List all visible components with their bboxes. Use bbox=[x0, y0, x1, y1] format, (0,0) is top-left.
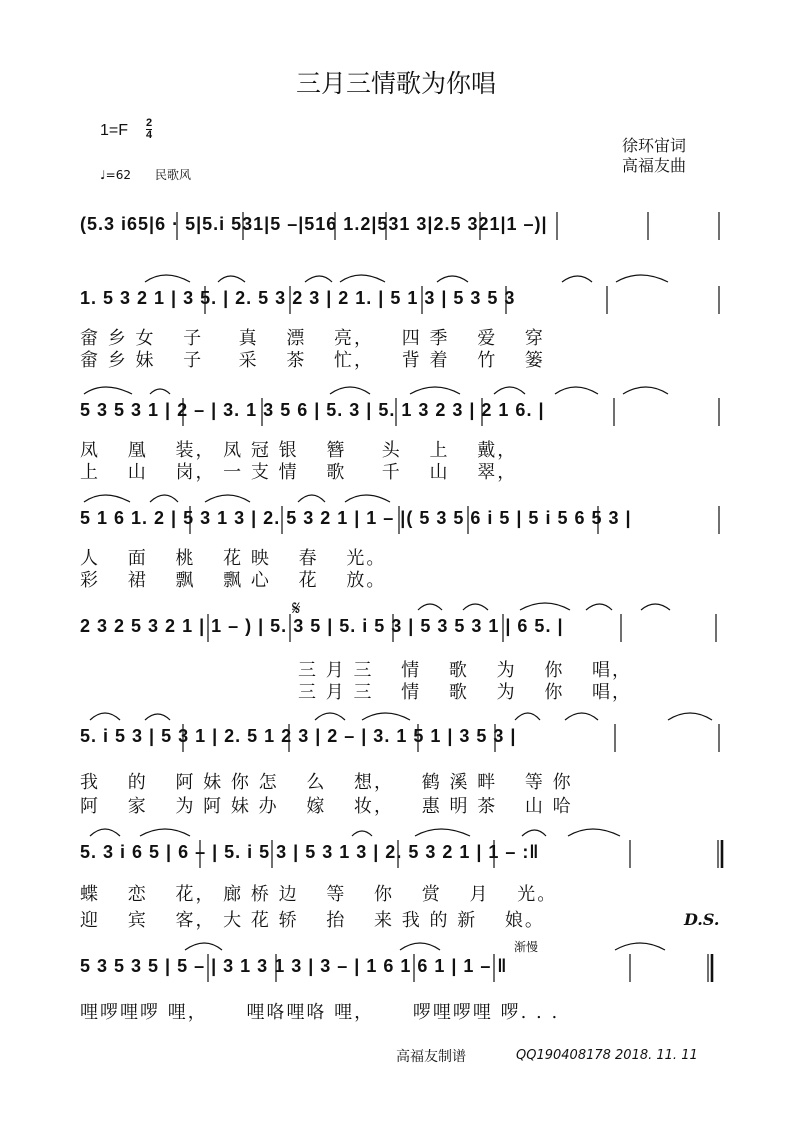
time-signature-bottom: 4 bbox=[146, 129, 153, 141]
composer-credit: 高福友曲 bbox=[622, 156, 687, 175]
lyric-line-verse-1: 凤 凰 装， 凤 冠 银 簪 头 上 戴， bbox=[80, 440, 518, 461]
time-signature-top: 2 bbox=[146, 117, 153, 129]
lyric-line-verse-1: 畲 乡 女 子 真 漂 亮， 四 季 爱 穿 bbox=[80, 328, 545, 349]
notation-line: 1. 5 3 2 1 | 3 5. | 2. 5 3 2 3 | 2 1. | 5 1 3 | 5 3 5 3 bbox=[80, 288, 516, 308]
ritardando-mark: 渐慢 bbox=[514, 940, 539, 954]
time-signature bbox=[146, 118, 152, 141]
tempo-style: ♩=62 民歌风 bbox=[100, 168, 191, 182]
credits bbox=[622, 136, 686, 176]
lyricist-credit: 徐环宙词 bbox=[622, 136, 687, 155]
lyric-line-verse-2: 阿 家 为 阿 妹 办 嫁 妆， 惠 明 茶 山 哈 bbox=[80, 796, 573, 817]
lyric-line-verse-2: 彩 裙 飘 飘 心 花 放。 bbox=[80, 570, 387, 591]
lyric-line-verse-2: 迎 宾 客， 大 花 轿 抬 来 我 的 新 娘。 bbox=[80, 910, 545, 931]
song-title: 三月三情歌为你唱 bbox=[295, 69, 496, 98]
dal-segno-mark: D.S. bbox=[684, 910, 720, 929]
contact-date: QQ190408178 2018. 11. 11 bbox=[516, 1048, 698, 1063]
notation-line: 5 3 5 3 1 | 2 – | 3. 1 3 5 6 | 5. 3 | 5. 1 3 2 3 | 2 1 6. | bbox=[80, 400, 545, 420]
lyric-line-verse-2: 畲 乡 妹 子 采 茶 忙， 背 着 竹 篓 bbox=[80, 350, 545, 371]
notation-line: 5 1 6 1. 2 | 5 3 1 3 | 2. 5 3 2 1 | 1 – |( 5 3 5 6 i 5 | 5 i 5 6 5 3 | bbox=[80, 508, 632, 528]
lyric-line-verse-1: 蝶 恋 花， 廊 桥 边 等 你 赏 月 光。 bbox=[80, 884, 558, 905]
key-signature: 1=F bbox=[100, 122, 129, 139]
lyric-line-verse-2: 三 月 三 情 歌 为 你 唱， bbox=[298, 682, 633, 703]
notation-line: 5. i 5 3 | 5 3 1 | 2. 5 1 2 3 | 2 – | 3. 1 5 1 | 3 5 3 | bbox=[80, 726, 517, 746]
notation-line: (5.3 i65|6 · 5|5.i 531|5 –|516 1.2|531 3|2.5 321|1 –)| bbox=[80, 214, 548, 234]
notation-line: 5 3 5 3 5 | 5 – | 3 1 3 1 3 | 3 – | 1 6 1 6 1 | 1 – ‖ bbox=[80, 956, 508, 976]
lyric-line-verse-1: 我 的 阿 妹 你 怎 么 想， 鹤 溪 畔 等 你 bbox=[80, 772, 573, 793]
lyric-line-verse-1: 哩啰哩啰 哩， 哩咯哩咯 哩， 啰哩啰哩 啰. . . bbox=[80, 1002, 560, 1023]
notation-line: 5. 3 i 6 5 | 6 – | 5. i 5 3 | 5 3 1 3 | 2. 5 3 2 1 | 1 – :‖ bbox=[80, 842, 540, 862]
segno-sign: 𝄋 bbox=[292, 596, 301, 620]
lyric-line-verse-1: 人 面 桃 花 映 春 光。 bbox=[80, 548, 387, 569]
lyric-line-verse-1: 三 月 三 情 歌 为 你 唱， bbox=[298, 660, 633, 681]
arranger-credit: 高福友制谱 bbox=[396, 1049, 466, 1065]
lyric-line-verse-2: 上 山 岗， 一 支 情 歌 千 山 翠， bbox=[80, 462, 518, 483]
notation-line: 2 3 2 5 3 2 1 | 1 – ) | 5. 3 5 | 5. i 5 3 | 5 3 5 3 1 | 6 5. | bbox=[80, 616, 564, 636]
